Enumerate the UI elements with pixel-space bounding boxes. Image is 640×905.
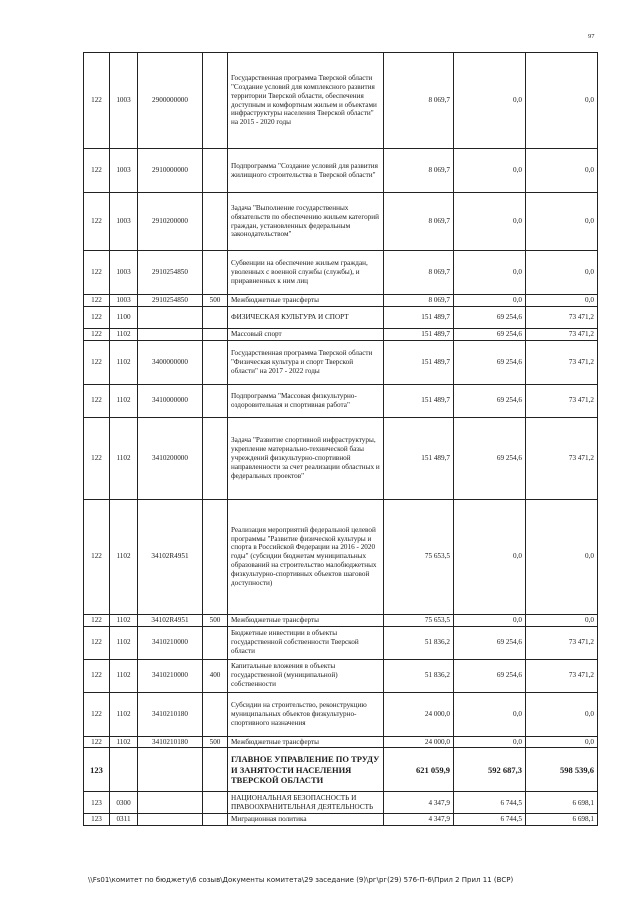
target-article-cell: 2910254850 (138, 295, 203, 307)
description-cell: Задача "Развитие спортивной инфраструктуры, укрепление материально-технической базы учреждений физкультурно-спортивной направленности за счет реализации областных и федеральных проектов" (228, 417, 384, 499)
ved-code-cell: 122 (84, 499, 110, 614)
ved-code-cell: 123 (84, 748, 110, 792)
sum-year-1-cell: 51 836,2 (384, 659, 454, 692)
ved-code-cell: 122 (84, 736, 110, 748)
expense-type-cell (203, 193, 228, 251)
expense-type-cell (203, 328, 228, 340)
section-code-cell (110, 748, 138, 792)
ved-code-cell: 123 (84, 792, 110, 814)
target-article-cell: 3410210180 (138, 736, 203, 748)
description-cell: Субсидии на строительство, реконструкцию муниципальных объектов физкультурно-спортивного назначения (228, 692, 384, 736)
expense-type-cell (203, 149, 228, 193)
expense-type-cell (203, 417, 228, 499)
section-code-cell: 1102 (110, 736, 138, 748)
table-row (84, 626, 598, 659)
ved-code-cell: 122 (84, 53, 110, 149)
sum-year-3-cell: 0,0 (526, 692, 598, 736)
table-row (84, 792, 598, 814)
target-article-cell: 3410210000 (138, 659, 203, 692)
table-row (84, 417, 598, 499)
expense-type-cell: 400 (203, 659, 228, 692)
description-cell: Массовый спорт (228, 328, 384, 340)
section-code-cell: 1102 (110, 328, 138, 340)
sum-year-1-cell: 151 489,7 (384, 306, 454, 328)
ved-code-cell: 122 (84, 251, 110, 295)
sum-year-2-cell: 0,0 (454, 614, 526, 626)
expense-type-cell (203, 306, 228, 328)
section-code-cell: 1102 (110, 626, 138, 659)
expense-type-cell (203, 792, 228, 814)
table-row (84, 748, 598, 792)
target-article-cell: 3410210000 (138, 626, 203, 659)
description-cell: Государственная программа Тверской области "Физическая культура и спорт Тверской области" на 2017 - 2022 годы (228, 340, 384, 384)
target-article-cell (138, 814, 203, 826)
sum-year-2-cell: 69 254,6 (454, 384, 526, 417)
target-article-cell: 2900000000 (138, 53, 203, 149)
table-row (84, 692, 598, 736)
sum-year-2-cell: 0,0 (454, 193, 526, 251)
sum-year-2-cell: 0,0 (454, 251, 526, 295)
target-article-cell: 3410200000 (138, 417, 203, 499)
sum-year-3-cell: 73 471,2 (526, 659, 598, 692)
table-row (84, 614, 598, 626)
table-row (84, 328, 598, 340)
table-row (84, 814, 598, 826)
ved-code-cell: 122 (84, 149, 110, 193)
ved-code-cell: 122 (84, 614, 110, 626)
sum-year-2-cell: 0,0 (454, 692, 526, 736)
table-row (84, 736, 598, 748)
sum-year-2-cell: 0,0 (454, 295, 526, 307)
expense-type-cell (203, 814, 228, 826)
expense-type-cell (203, 499, 228, 614)
sum-year-1-cell: 24 000,0 (384, 692, 454, 736)
section-code-cell: 1102 (110, 417, 138, 499)
description-cell: НАЦИОНАЛЬНАЯ БЕЗОПАСНОСТЬ И ПРАВООХРАНИТЕЛЬНАЯ ДЕЯТЕЛЬНОСТЬ (228, 792, 384, 814)
target-article-cell (138, 328, 203, 340)
section-code-cell: 1102 (110, 384, 138, 417)
table-row (84, 149, 598, 193)
sum-year-2-cell: 69 254,6 (454, 328, 526, 340)
section-code-cell: 1102 (110, 499, 138, 614)
sum-year-1-cell: 8 069,7 (384, 251, 454, 295)
table-row (84, 306, 598, 328)
target-article-cell: 3410210180 (138, 692, 203, 736)
ved-code-cell: 122 (84, 417, 110, 499)
description-cell: Подпрограмма "Массовая физкультурно-оздоровительная и спортивная работа" (228, 384, 384, 417)
ved-code-cell: 122 (84, 384, 110, 417)
sum-year-3-cell: 598 539,6 (526, 748, 598, 792)
expense-type-cell (203, 53, 228, 149)
table-row (84, 340, 598, 384)
sum-year-2-cell: 0,0 (454, 149, 526, 193)
target-article-cell: 34102R4951 (138, 499, 203, 614)
ved-code-cell: 122 (84, 659, 110, 692)
sum-year-3-cell: 0,0 (526, 251, 598, 295)
sum-year-3-cell: 73 471,2 (526, 626, 598, 659)
target-article-cell: 3400000000 (138, 340, 203, 384)
sum-year-3-cell: 0,0 (526, 499, 598, 614)
sum-year-1-cell: 75 653,5 (384, 499, 454, 614)
sum-year-1-cell: 8 069,7 (384, 193, 454, 251)
description-cell: Межбюджетные трансферты (228, 736, 384, 748)
ved-code-cell: 122 (84, 626, 110, 659)
ved-code-cell: 122 (84, 306, 110, 328)
table-row (84, 499, 598, 614)
table-row (84, 53, 598, 149)
ved-code-cell: 122 (84, 692, 110, 736)
section-code-cell: 0311 (110, 814, 138, 826)
sum-year-1-cell: 8 069,7 (384, 149, 454, 193)
sum-year-1-cell: 151 489,7 (384, 328, 454, 340)
description-cell: Межбюджетные трансферты (228, 614, 384, 626)
target-article-cell (138, 792, 203, 814)
sum-year-2-cell: 0,0 (454, 53, 526, 149)
section-code-cell: 1102 (110, 614, 138, 626)
ved-code-cell: 122 (84, 340, 110, 384)
expense-type-cell: 500 (203, 736, 228, 748)
target-article-cell: 2910254850 (138, 251, 203, 295)
section-code-cell: 1003 (110, 295, 138, 307)
section-code-cell: 1003 (110, 193, 138, 251)
sum-year-2-cell: 69 254,6 (454, 659, 526, 692)
sum-year-1-cell: 8 069,7 (384, 295, 454, 307)
file-path-footer: \\Fs01\комитет по бюджету\6 созыв\Документы комитета\29 заседание (9)\рг\рг(29) 576-П-6\Прил 2 Прил 11 (ВСР) (88, 876, 514, 884)
sum-year-1-cell: 51 836,2 (384, 626, 454, 659)
sum-year-1-cell: 4 347,9 (384, 792, 454, 814)
expense-type-cell: 500 (203, 295, 228, 307)
sum-year-2-cell: 6 744,5 (454, 792, 526, 814)
description-cell: Бюджетные инвестиции в объекты государственной собственности Тверской области (228, 626, 384, 659)
sum-year-1-cell: 151 489,7 (384, 417, 454, 499)
target-article-cell: 2910200000 (138, 193, 203, 251)
description-cell: Капитальные вложения в объекты государственной (муниципальной) собственности (228, 659, 384, 692)
sum-year-3-cell: 0,0 (526, 149, 598, 193)
sum-year-1-cell: 4 347,9 (384, 814, 454, 826)
sum-year-1-cell: 24 000,0 (384, 736, 454, 748)
table-row (84, 193, 598, 251)
target-article-cell: 2910000000 (138, 149, 203, 193)
table-row (84, 659, 598, 692)
table-row (84, 251, 598, 295)
sum-year-2-cell: 0,0 (454, 499, 526, 614)
target-article-cell: 34102R4951 (138, 614, 203, 626)
section-code-cell: 1003 (110, 251, 138, 295)
expense-type-cell (203, 626, 228, 659)
sum-year-2-cell: 69 254,6 (454, 340, 526, 384)
target-article-cell (138, 748, 203, 792)
expense-type-cell (203, 384, 228, 417)
table-row (84, 384, 598, 417)
sum-year-3-cell: 0,0 (526, 614, 598, 626)
sum-year-3-cell: 0,0 (526, 295, 598, 307)
expense-type-cell (203, 692, 228, 736)
sum-year-3-cell: 73 471,2 (526, 384, 598, 417)
section-code-cell: 0300 (110, 792, 138, 814)
page-number: 97 (588, 33, 595, 40)
sum-year-2-cell: 69 254,6 (454, 417, 526, 499)
budget-table (83, 52, 598, 826)
expense-type-cell (203, 340, 228, 384)
sum-year-2-cell: 6 744,5 (454, 814, 526, 826)
sum-year-2-cell: 592 687,3 (454, 748, 526, 792)
section-code-cell: 1003 (110, 149, 138, 193)
sum-year-3-cell: 73 471,2 (526, 340, 598, 384)
sum-year-3-cell: 0,0 (526, 53, 598, 149)
sum-year-2-cell: 69 254,6 (454, 306, 526, 328)
table-row (84, 295, 598, 307)
sum-year-3-cell: 73 471,2 (526, 306, 598, 328)
ved-code-cell: 122 (84, 193, 110, 251)
sum-year-2-cell: 0,0 (454, 736, 526, 748)
expense-type-cell: 500 (203, 614, 228, 626)
description-cell: Субвенции на обеспечение жильем граждан, уволенных с военной службы (службы), и приравненных к ним лиц (228, 251, 384, 295)
description-cell: ФИЗИЧЕСКАЯ КУЛЬТУРА И СПОРТ (228, 306, 384, 328)
sum-year-2-cell: 69 254,6 (454, 626, 526, 659)
expense-type-cell (203, 748, 228, 792)
description-cell: Подпрограмма "Создание условий для развития жилищного строительства в Тверской области" (228, 149, 384, 193)
sum-year-3-cell: 73 471,2 (526, 417, 598, 499)
sum-year-1-cell: 151 489,7 (384, 340, 454, 384)
target-article-cell (138, 306, 203, 328)
description-cell: Государственная программа Тверской области "Создание условий для комплексного развития территории Тверской области, обеспечения доступным и комфортным жильем и объектами инфраструктуры населения Тверской области" на 2015 - 2020 годы (228, 53, 384, 149)
ved-code-cell: 122 (84, 295, 110, 307)
sum-year-1-cell: 621 059,9 (384, 748, 454, 792)
section-code-cell: 1100 (110, 306, 138, 328)
section-code-cell: 1102 (110, 340, 138, 384)
sum-year-1-cell: 8 069,7 (384, 53, 454, 149)
description-cell: Межбюджетные трансферты (228, 295, 384, 307)
description-cell: ГЛАВНОЕ УПРАВЛЕНИЕ ПО ТРУДУ И ЗАНЯТОСТИ НАСЕЛЕНИЯ ТВЕРСКОЙ ОБЛАСТИ (228, 748, 384, 792)
sum-year-1-cell: 75 653,5 (384, 614, 454, 626)
sum-year-3-cell: 6 698,1 (526, 814, 598, 826)
sum-year-3-cell: 0,0 (526, 736, 598, 748)
ved-code-cell: 123 (84, 814, 110, 826)
sum-year-1-cell: 151 489,7 (384, 384, 454, 417)
section-code-cell: 1102 (110, 692, 138, 736)
description-cell: Миграционная политика (228, 814, 384, 826)
section-code-cell: 1102 (110, 659, 138, 692)
description-cell: Задача "Выполнение государственных обязательств по обеспечению жильем категорий граждан, установленных федеральным законодательством" (228, 193, 384, 251)
sum-year-3-cell: 6 698,1 (526, 792, 598, 814)
section-code-cell: 1003 (110, 53, 138, 149)
target-article-cell: 3410000000 (138, 384, 203, 417)
expense-type-cell (203, 251, 228, 295)
sum-year-3-cell: 0,0 (526, 193, 598, 251)
description-cell: Реализация мероприятий федеральной целевой программы "Развитие физической культуры и спорта в Российской Федерации на 2016 - 2020 годы" (субсидии бюджетам муниципальных образований на строительство малобюджетных физкультурно-спортивных объектов шаговой доступности) (228, 499, 384, 614)
ved-code-cell: 122 (84, 328, 110, 340)
sum-year-3-cell: 73 471,2 (526, 328, 598, 340)
